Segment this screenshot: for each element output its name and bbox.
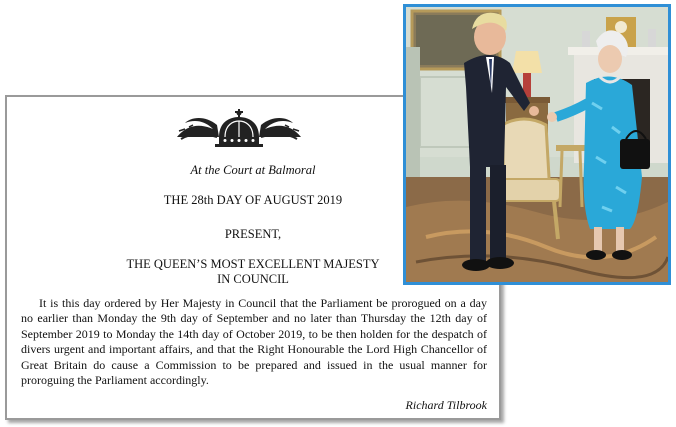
majesty-line-2: IN COUNCIL [217,272,289,286]
handbag [620,139,650,169]
order-date: THE 28th DAY OF AUGUST 2019 [163,193,343,207]
court-location: At the Court at Balmoral [190,163,316,177]
audience-photo [403,4,671,285]
clerk-signature: Richard Tilbrook [405,398,487,412]
present-heading: PRESENT, [224,227,282,241]
audience-photo-illustration [406,7,668,282]
order-body-text: It is this day ordered by Her Majesty in Council that the Parliament be prorogued on a day no earlier than Monday the 9th day of September and no later than Thursday the 12th day of September 2019 to Monday the 14th day of October 2019, to be then holden for the despatch of divers urgent and important affairs, and that the Right Honourable the Lord High Chancellor of Great Britain do cause a Commission to be prepared and issued in the usual manner for proroguing the Parliament accordingly. [21,296,487,388]
table-lamp [512,51,542,73]
majesty-line-1: THE QUEEN’S MOST EXCELLENT MAJESTY [126,257,380,271]
royal-crown-crest-icon [175,107,303,149]
